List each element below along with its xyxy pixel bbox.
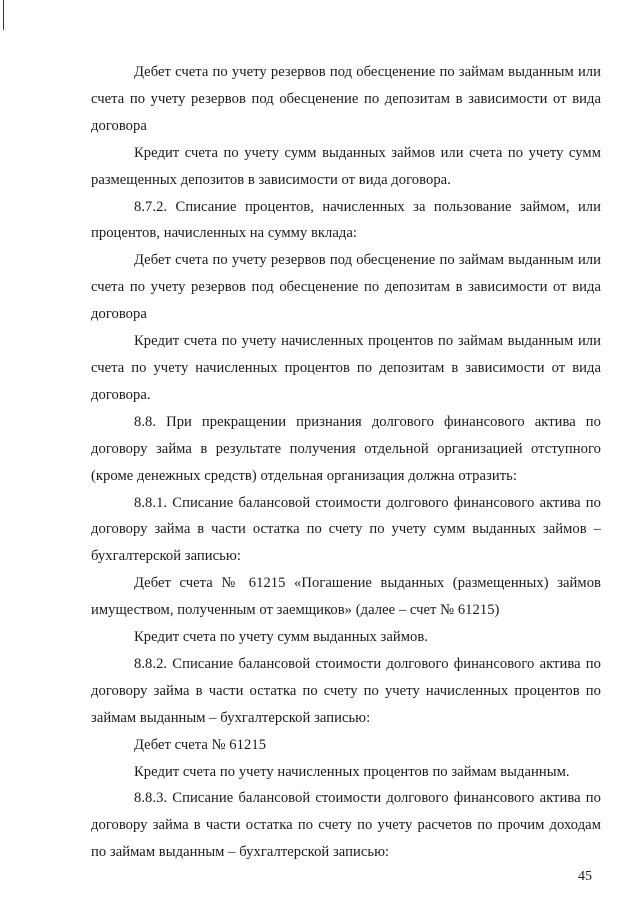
paragraph-credit-accrued-interest: Кредит счета по учету начисленных процентов по займам выданным или счета по учету начисленных процентов по депозитам в зависимости от вида договора. xyxy=(91,333,601,403)
scan-edge-mark xyxy=(3,0,4,30)
paragraph-debit-61215: Дебет счета № 61215 xyxy=(134,736,267,753)
paragraph-8-7-2: 8.7.2. Списание процентов, начисленных за пользование займом, или процентов, начисленных на сумму вклада: xyxy=(91,198,601,242)
paragraph-8-8-3: 8.8.3. Списание балансовой стоимости долгового финансового актива по договору займа в части остатка по счету по учету расчетов по прочим доходам по займам выданным – бухгалтерской записью: xyxy=(91,790,601,861)
paragraph-8-8-1: 8.8.1. Списание балансовой стоимости долгового финансового актива по договору займа в части остатка по счету по учету сумм выданных займов – бухгалтерской записью: xyxy=(91,494,601,565)
paragraph-credit-issued-loans-2: Кредит счета по учету сумм выданных займов. xyxy=(134,629,429,646)
page-number: 45 xyxy=(578,869,592,884)
paragraph-debit-reserves-2: Дебет счета по учету резервов под обесценение по займам выданным или счета по учету резервов под обесценение по депозитам в зависимости от вида договора xyxy=(91,252,601,323)
paragraph-credit-accrued-interest-2: Кредит счета по учету начисленных процентов по займам выданным. xyxy=(134,763,570,780)
paragraph-credit-issued-loans: Кредит счета по учету сумм выданных займов или счета по учету сумм размещенных депозитов в зависимости от вида договора. xyxy=(91,144,601,188)
paragraph-debit-reserves-1: Дебет счета по учету резервов под обесценение по займам выданным или счета по учету резервов под обесценение по депозитам в зависимости от вида договора xyxy=(91,64,601,134)
document-body xyxy=(91,59,601,866)
paragraph-8-8: 8.8. При прекращении признания долгового финансового актива по договору займа в результате получения отдельной организацией отступного (кроме денежных средств) отдельная организация должна отразить: xyxy=(91,413,601,484)
paragraph-debit-61215-full: Дебет счета № 61215 «Погашение выданных (размещенных) займов имуществом, полученным от заемщиков» (далее – счет № 61215) xyxy=(91,575,601,619)
paragraph-8-8-2: 8.8.2. Списание балансовой стоимости долгового финансового актива по договору займа в части остатка по счету по учету начисленных процентов по займам выданным – бухгалтерской записью: xyxy=(91,655,601,726)
